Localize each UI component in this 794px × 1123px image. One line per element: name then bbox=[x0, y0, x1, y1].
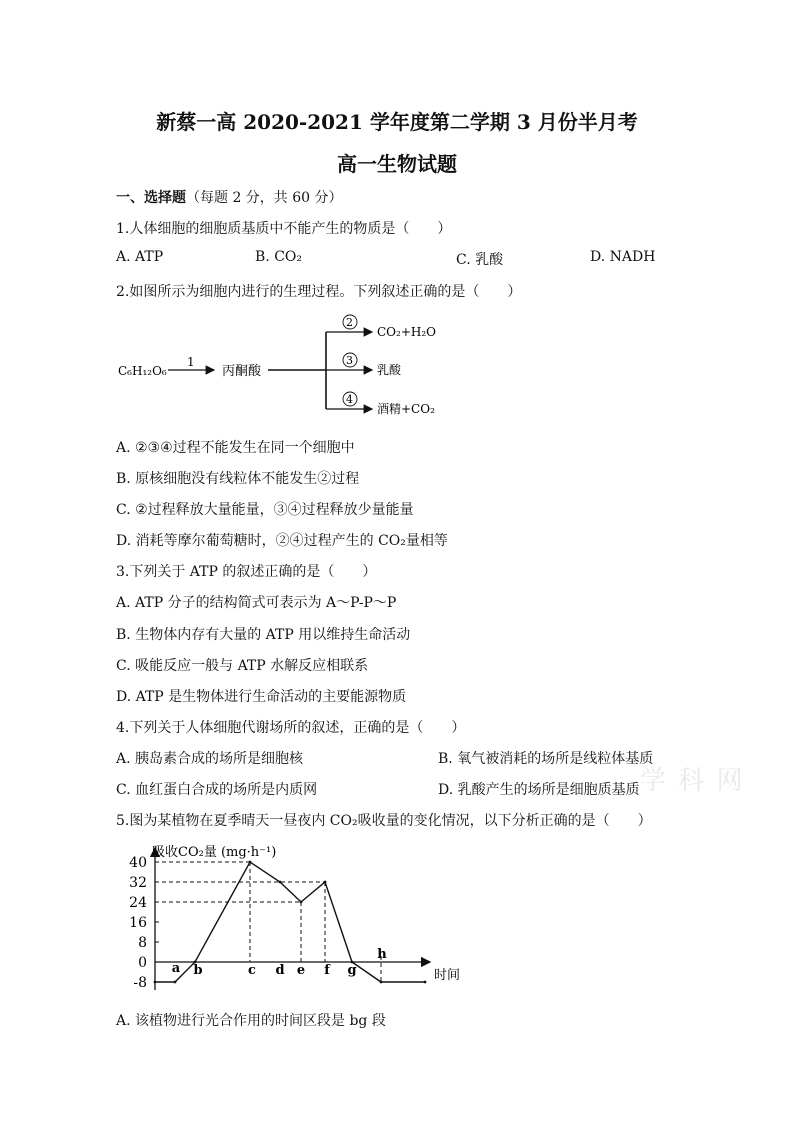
q5-option-a: A. 该植物进行光合作用的时间区段是 bg 段 bbox=[116, 1013, 386, 1029]
q2-option-a: A. ②③④过程不能发生在同一个细胞中 bbox=[116, 440, 355, 456]
data-point bbox=[174, 981, 177, 984]
step2-label: 2 bbox=[346, 316, 353, 329]
y-tick-label: 8 bbox=[138, 935, 147, 951]
step1-label: 1 bbox=[187, 355, 195, 369]
exam-title: 新蔡一高 2020-2021 学年度第二学期 3 月份半月考 bbox=[156, 110, 638, 134]
watermark: 学 科 网 bbox=[640, 766, 745, 796]
section-note: （每题 2 分，共 60 分） bbox=[186, 190, 343, 206]
point-label-e: e bbox=[296, 963, 306, 978]
point-label-c: c bbox=[248, 963, 256, 978]
q2-option-b: B. 原核细胞没有线粒体不能发生②过程 bbox=[116, 471, 360, 487]
q2-stem: 2.如图所示为细胞内进行的生理过程。下列叙述正确的是（ ） bbox=[116, 284, 522, 300]
data-point bbox=[424, 981, 427, 984]
q2-option-c: C. ②过程释放大量能量，③④过程释放少量能量 bbox=[116, 502, 414, 518]
data-point bbox=[300, 901, 303, 904]
q3-option-c: C. 吸能反应一般与 ATP 水解反应相联系 bbox=[116, 658, 369, 674]
product4-label: 酒精+CO₂ bbox=[377, 402, 435, 416]
q5-stem: 5.图为某植物在夏季晴天一昼夜内 CO₂吸收量的变化情况，以下分析正确的是（ ） bbox=[116, 813, 652, 829]
x-axis-label: 时间 bbox=[434, 968, 461, 983]
step4-label: 4 bbox=[346, 393, 353, 406]
product3-label: 乳酸 bbox=[377, 363, 402, 377]
data-point bbox=[380, 981, 383, 984]
q1-stem: 1.人体细胞的细胞质基质中不能产生的物质是（ ） bbox=[116, 221, 452, 237]
y-tick-label: 40 bbox=[129, 855, 147, 871]
data-point bbox=[324, 881, 327, 884]
y-tick-label: 32 bbox=[129, 875, 147, 891]
product2-label: CO₂+H₂O bbox=[377, 325, 436, 339]
q3-option-d: D. ATP 是生物体进行生命活动的主要能源物质 bbox=[116, 689, 407, 705]
q3-stem: 3.下列关于 ATP 的叙述正确的是（ ） bbox=[116, 564, 377, 580]
q4-option-c: C. 血红蛋白合成的场所是内质网 bbox=[116, 782, 318, 798]
point-label-g: g bbox=[347, 963, 357, 978]
point-label-d: d bbox=[275, 963, 285, 978]
q4-option-a: A. 胰岛素合成的场所是细胞核 bbox=[116, 751, 304, 767]
q4-option-d: D. 乳酸产生的场所是细胞质基质 bbox=[438, 782, 640, 798]
diagram-glucose-label: C₆H₁₂O₆ bbox=[118, 364, 167, 378]
exam-subtitle: 高一生物试题 bbox=[337, 152, 457, 176]
section-heading: 一、选择题 bbox=[116, 190, 186, 206]
point-label-b: b bbox=[193, 963, 203, 978]
step3-label: 3 bbox=[346, 354, 353, 367]
point-label-f: f bbox=[324, 963, 330, 978]
y-tick-label: 0 bbox=[138, 955, 147, 971]
q4-stem: 4.下列关于人体细胞代谢场所的叙述，正确的是（ ） bbox=[116, 720, 466, 736]
y-axis-label: 吸收CO₂量 (mg·h⁻¹) bbox=[152, 845, 277, 860]
q1-option-b: B. CO₂ bbox=[255, 249, 302, 265]
q1-option-d: D. NADH bbox=[590, 249, 656, 265]
point-label-h: h bbox=[377, 947, 387, 962]
y-tick-label: -8 bbox=[133, 975, 147, 991]
q2-option-d: D. 消耗等摩尔葡萄糖时，②④过程产生的 CO₂量相等 bbox=[116, 533, 448, 549]
data-point bbox=[249, 861, 252, 864]
y-tick-label: 24 bbox=[129, 895, 147, 911]
point-label-a: a bbox=[171, 961, 181, 976]
q1-option-a: A. ATP bbox=[116, 249, 164, 265]
q1-option-c: C. 乳酸 bbox=[456, 252, 504, 268]
y-tick-label: 16 bbox=[129, 915, 147, 931]
diagram-pyruvate-label: 丙酮酸 bbox=[222, 364, 262, 379]
q3-option-a: A. ATP 分子的结构简式可表示为 A～P-P～P bbox=[116, 595, 397, 611]
q3-option-b: B. 生物体内存有大量的 ATP 用以维持生命活动 bbox=[116, 627, 411, 643]
q4-option-b: B. 氧气被消耗的场所是线粒体基质 bbox=[438, 751, 654, 767]
data-point bbox=[154, 981, 157, 984]
data-point bbox=[279, 881, 282, 884]
